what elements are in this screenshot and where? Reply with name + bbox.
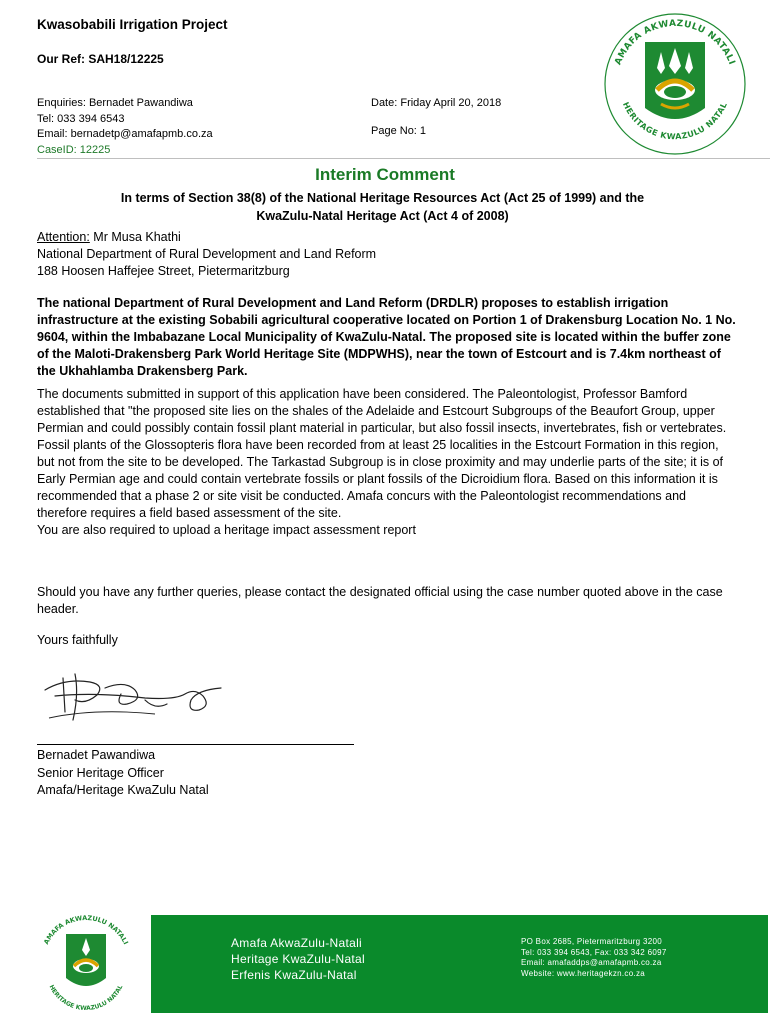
- header-divider: [37, 158, 770, 159]
- project-title: Kwasobabili Irrigation Project: [37, 17, 228, 32]
- document-title: Interim Comment: [315, 165, 455, 184]
- email-line: Email: bernadetp@amafapmb.co.za: [37, 128, 213, 140]
- enquiries-block: [37, 96, 213, 158]
- tel-fax: Tel: 033 394 6543, Fax: 033 342 6097: [521, 947, 667, 957]
- footer-band: [151, 915, 768, 1013]
- case-id-line: CaseID: 12225: [37, 143, 111, 156]
- recipient-department: National Department of Rural Development and Land Reform: [37, 247, 377, 261]
- queries-paragraph: Should you have any further queries, please contact the designated official using the case number quoted above in the case header.: [37, 585, 723, 616]
- proposal-summary: The national Department of Rural Development and Land Reform (DRDLR) proposes to establish irrigation infrastructure at the existing Sobabili agricultural cooperative located on Portion 1 of Drakensburg Location No. 1 No. 9604, within the Imbabazane Local Municipality of KwaZulu-Natal. The proposed site is located within the buffer zone of the Maloti-Drakensberg Park World Heritage Site (MDPWHS), near the town of Estcourt and is 7.4km northeast of the Ukhahlamba Drakensberg Park.: [37, 296, 736, 378]
- recipient-street: 188 Hoosen Haffejee Street, Pietermaritzburg: [37, 264, 290, 278]
- enquiries-line: Enquiries: Bernadet Pawandiwa: [37, 97, 193, 109]
- page-number: Page No: 1: [371, 125, 427, 137]
- signature-line: [37, 744, 354, 745]
- recipient-address: [37, 229, 376, 280]
- attention-line: [37, 229, 376, 246]
- signer-name: Bernadet Pawandiwa: [37, 748, 156, 762]
- assessment-body: [37, 386, 737, 539]
- upload-requirement: You are also required to upload a heritage impact assessment report: [37, 523, 416, 537]
- legal-reference: [60, 190, 705, 225]
- closing-salutation: Yours faithfully: [37, 633, 118, 647]
- svg-text:HERITAGE KWAZULU NATAL: HERITAGE KWAZULU NATAL: [47, 983, 125, 1013]
- amafa-seal-logo: [595, 8, 755, 158]
- signer-block: [37, 747, 209, 800]
- po-box: PO Box 2685, Pietermaritzburg 3200: [521, 937, 662, 946]
- attention-name: Mr Musa Khathi: [89, 230, 181, 244]
- attention-label: Attention:: [37, 230, 90, 244]
- signature-image: [35, 660, 235, 732]
- footer-email: Email: amafaddps@amafapmb.co.za: [521, 958, 662, 967]
- contact-details: [521, 937, 667, 979]
- legal-reference-line-1: In terms of Section 38(8) of the National Heritage Resources Act (Act 25 of 1999) and the: [120, 191, 645, 205]
- amafa-footer-logo: [30, 906, 142, 1016]
- legal-reference-line-2: KwaZulu-Natal Heritage Act (Act 4 of 2008): [256, 208, 509, 223]
- footer-website: Website: www.heritagekzn.co.za: [521, 968, 646, 978]
- org-name-english: Heritage KwaZulu-Natal: [231, 952, 365, 966]
- svg-text:AMAFA AKWAZULU NATALI: AMAFA AKWAZULU NATALI: [613, 18, 737, 67]
- org-name-zulu: Amafa AkwaZulu-Natali: [231, 936, 363, 950]
- assessment-paragraph: The documents submitted in support of this application have been considered. The Paleontologist, Professor Bamford established that "the proposed site lies on the shales of the Adelaide and Estcourt Subgroups of the Beaufort Group, upper Permian and could possibly contain fossil plant material in particular, but also fossil insects, invertebrates, fish or vertebrates. Fossil plants of the Glossopteris flora have been recorded from at least 25 localities in the Estcourt Formation in this region, but not from the site to be developed. The Tarkastad Subgroup is in close proximity and may underlie parts of the site; it is of Early Permian age and could contain vertebrate fossils or plant fossils of the Dicroidium flora. Based on this information it is recommended that a phase 2 or site visit be conducted. Amafa concurs with the Paleontologist recommendations and therefore requires a field based assessment of the site.: [37, 387, 727, 520]
- svg-text:HERITAGE KWAZULU NATAL: HERITAGE KWAZULU NATAL: [620, 100, 730, 142]
- signer-organisation: Amafa/Heritage KwaZulu Natal: [37, 783, 209, 797]
- date-line: Date: Friday April 20, 2018: [371, 97, 502, 109]
- svg-text:AMAFA AKWAZULU NATALI: AMAFA AKWAZULU NATALI: [42, 913, 130, 946]
- org-name-afrikaans: Erfenis KwaZulu-Natal: [231, 968, 357, 982]
- organisation-names: [231, 935, 365, 983]
- tel-line: Tel: 033 394 6543: [37, 112, 125, 125]
- our-reference: Our Ref: SAH18/12225: [37, 52, 164, 66]
- signer-role: Senior Heritage Officer: [37, 765, 164, 780]
